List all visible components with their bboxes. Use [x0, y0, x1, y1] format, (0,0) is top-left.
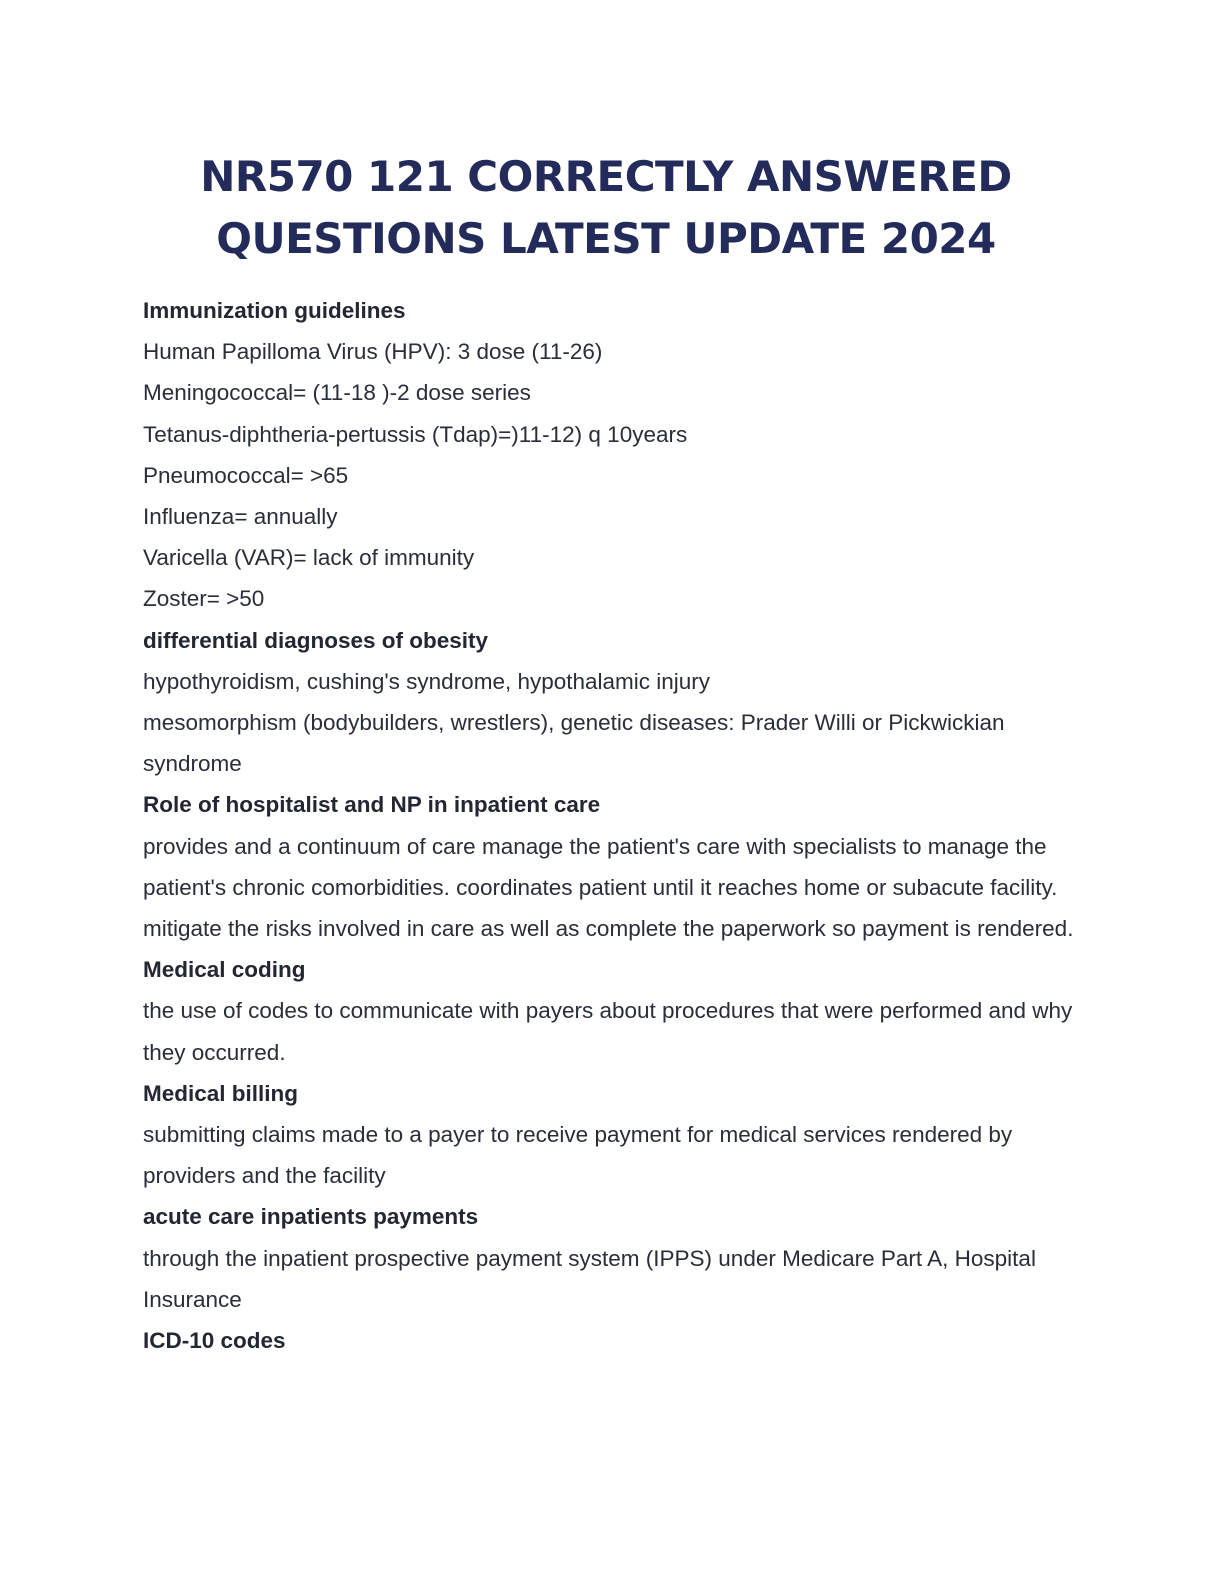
- question-heading: Immunization guidelines: [143, 298, 406, 323]
- answer-line: Pneumococcal= >65: [143, 462, 349, 488]
- answer-line: Human Papilloma Virus (HPV): 3 dose (11-26): [143, 339, 603, 365]
- answer-line: Zoster= >50: [143, 586, 265, 612]
- answer-line: hypothyroidism, cushing's syndrome, hypothalamic injury: [143, 668, 711, 694]
- answer-line: the use of codes to communicate with payers about procedures that were performed and why they occurred.: [143, 998, 1073, 1065]
- question-heading: Role of hospitalist and NP in inpatient care: [143, 792, 601, 818]
- answer-line: mesomorphism (bodybuilders, wrestlers), genetic diseases: Prader Willi or Pickwickian syndrome: [143, 710, 1005, 777]
- answer-line: submitting claims made to a payer to receive payment for medical services rendered by providers and the facility: [143, 1122, 1013, 1189]
- title-line-2: QUESTIONS LATEST UPDATE 2024: [216, 214, 996, 263]
- question-heading: Medical coding: [143, 957, 306, 983]
- answer-line: Meningococcal= (11-18 )-2 dose series: [143, 380, 531, 406]
- question-heading: acute care inpatients payments: [143, 1204, 479, 1230]
- title-line-1: NR570 121 CORRECTLY ANSWERED: [200, 152, 1012, 201]
- answer-line: Influenza= annually: [143, 504, 338, 530]
- answer-line: Tetanus-diphtheria-pertussis (Tdap)=)11-12) q 10years: [143, 421, 688, 447]
- question-heading: Medical billing: [143, 1080, 299, 1106]
- question-heading: differential diagnoses of obesity: [143, 627, 489, 653]
- document-body: [143, 290, 1083, 1361]
- document-title: [0, 146, 1212, 270]
- answer-line: Varicella (VAR)= lack of immunity: [143, 545, 475, 571]
- question-heading: ICD-10 codes: [143, 1328, 286, 1354]
- answer-line: through the inpatient prospective payment system (IPPS) under Medicare Part A, Hospital Insurance: [143, 1245, 1036, 1312]
- answer-line: provides and a continuum of care manage the patient's care with specialists to manage the patient's chronic comorbidities. coordinates patient until it reaches home or subacute facility. mitigate the risks involved in care as well as complete the paperwork so payment is rendered.: [143, 833, 1074, 942]
